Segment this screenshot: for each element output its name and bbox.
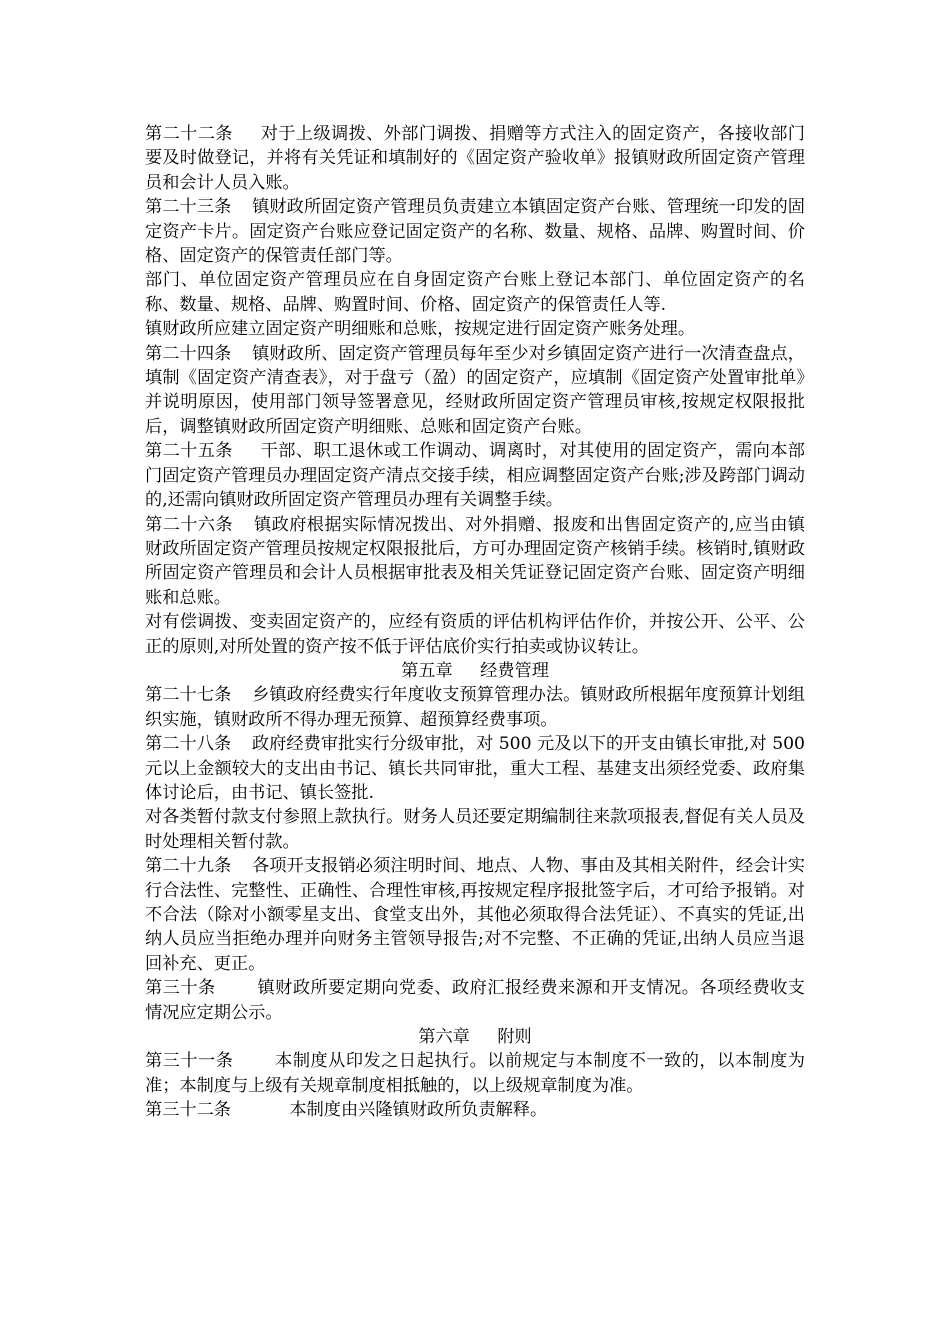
- chapter-title: 附则: [497, 1027, 532, 1048]
- document-page: [145, 122, 805, 1123]
- article-number: 第三十二条: [145, 1100, 231, 1121]
- article-number: 第二十四条: [145, 343, 232, 364]
- article-text: 镇财政所要定期向党委、政府汇报经费来源和开支情况。各项经费收支情况应定期公示。: [145, 978, 805, 1023]
- article-29: [145, 854, 805, 976]
- chapter-6-heading: [145, 1025, 805, 1049]
- paragraph-text: 部门、单位固定资产管理员应在自身固定资产台账上登记本部门、单位固定资产的名称、数量、规格、品牌、购置时间、价格、固定资产的保管责任人等.: [145, 270, 805, 315]
- article-26: [145, 513, 805, 611]
- chapter-number: 第五章: [401, 660, 453, 681]
- article-number: 第二十七条: [145, 685, 232, 706]
- article-number: 第二十六条: [145, 514, 233, 535]
- article-text: 本制度由兴隆镇财政所负责解释。: [289, 1100, 548, 1121]
- article-text: 政府经费审批实行分级审批，对 500 元及以下的开支由镇长审批,对 500 元以上金额较大的支出由书记、镇长共同审批，重大工程、基建支出须经党委、政府集体讨论后，由书记、镇长签批.: [145, 734, 805, 803]
- article-25: [145, 439, 805, 512]
- paragraph-text: 对各类暂付款支付参照上款执行。财务人员还要定期编制往来款项报表,督促有关人员及时处理相关暂付款。: [145, 807, 805, 852]
- article-text: 本制度从印发之日起执行。以前规定与本制度不一致的，以本制度为准；本制度与上级有关规章制度相抵触的，以上级规章制度为准。: [145, 1051, 805, 1096]
- article-32: [145, 1098, 805, 1122]
- article-text: 乡镇政府经费实行年度收支预算管理办法。镇财政所根据年度预算计划组织实施，镇财政所不得办理无预算、超预算经费事项。: [145, 685, 805, 730]
- chapter-number: 第六章: [418, 1027, 470, 1048]
- paragraph-text: 对有偿调拨、变卖固定资产的，应经有资质的评估机构评估作价，并按公开、公平、公正的原则,对所处置的资产按不低于评估底价实行拍卖或协议转让。: [145, 612, 805, 657]
- article-text: 干部、职工退休或工作调动、调离时，对其使用的固定资产，需向本部门固定资产管理员办理固定资产清点交接手续，相应调整固定资产台账;涉及跨部门调动的,还需向镇财政所固定资产管理员办理有关调整手续。: [145, 441, 805, 511]
- article-26-clause-2: [145, 610, 805, 659]
- article-28: [145, 732, 805, 805]
- article-text: 镇财政所固定资产管理员负责建立本镇固定资产台账、管理统一印发的固定资产卡片。固定资产台账应登记固定资产的名称、数量、规格、品牌、购置时间、价格、固定资产的保管责任部门等。: [145, 197, 805, 267]
- article-text: 各项开支报销必须注明时间、地点、人物、事由及其相关附件，经会计实行合法性、完整性、正确性、合理性审核,再按规定程序报批签字后，才可给予报销。对不合法（除对小额零星支出、食堂支出外，其他必须取得合法凭证）、不真实的凭证,出纳人员应当拒绝办理并向财务主管领导报告;对不完整、不正确的凭证,出纳人员应当退回补充、更正。: [145, 856, 805, 974]
- article-number: 第二十八条: [145, 734, 232, 755]
- article-28-clause-2: [145, 805, 805, 854]
- chapter-title: 经费管理: [480, 660, 549, 681]
- article-27: [145, 683, 805, 732]
- article-number: 第二十二条: [145, 124, 233, 144]
- article-23-clause-3: [145, 317, 805, 341]
- article-number: 第二十三条: [145, 197, 232, 218]
- article-number: 第二十五条: [145, 441, 233, 462]
- article-23: [145, 195, 805, 268]
- article-text: 对于上级调拨、外部门调拨、捐赠等方式注入的固定资产，各接收部门要及时做登记，并将有关凭证和填制好的《固定资产验收单》报镇财政所固定资产管理员和会计人员入账。: [145, 124, 805, 193]
- article-number: 第二十九条: [145, 856, 232, 877]
- article-text: 镇财政所、固定资产管理员每年至少对乡镇固定资产进行一次清查盘点，填制《固定资产清查表》，对于盘亏（盈）的固定资产，应填制《固定资产处置审批单》并说明原因，使用部门领导签署意见，经财政所固定资产管理员审核,按规定权限报批后，调整镇财政所固定资产明细账、总账和固定资产台账。: [145, 343, 805, 437]
- article-31: [145, 1049, 805, 1098]
- article-30: [145, 976, 805, 1025]
- article-22: [145, 122, 805, 195]
- article-number: 第三十一条: [145, 1051, 234, 1072]
- article-text: 镇政府根据实际情况拨出、对外捐赠、报废和出售固定资产的,应当由镇财政所固定资产管理员按规定权限报批后，方可办理固定资产核销手续。核销时,镇财政所固定资产管理员和会计人员根据审批表及相关凭证登记固定资产台账、固定资产明细账和总账。: [145, 514, 805, 608]
- chapter-5-heading: [145, 659, 805, 683]
- article-number: 第三十条: [145, 978, 216, 999]
- article-24: [145, 342, 805, 440]
- article-23-clause-2: [145, 268, 805, 317]
- paragraph-text: 镇财政所应建立固定资产明细账和总账，按规定进行固定资产账务处理。: [145, 319, 696, 340]
